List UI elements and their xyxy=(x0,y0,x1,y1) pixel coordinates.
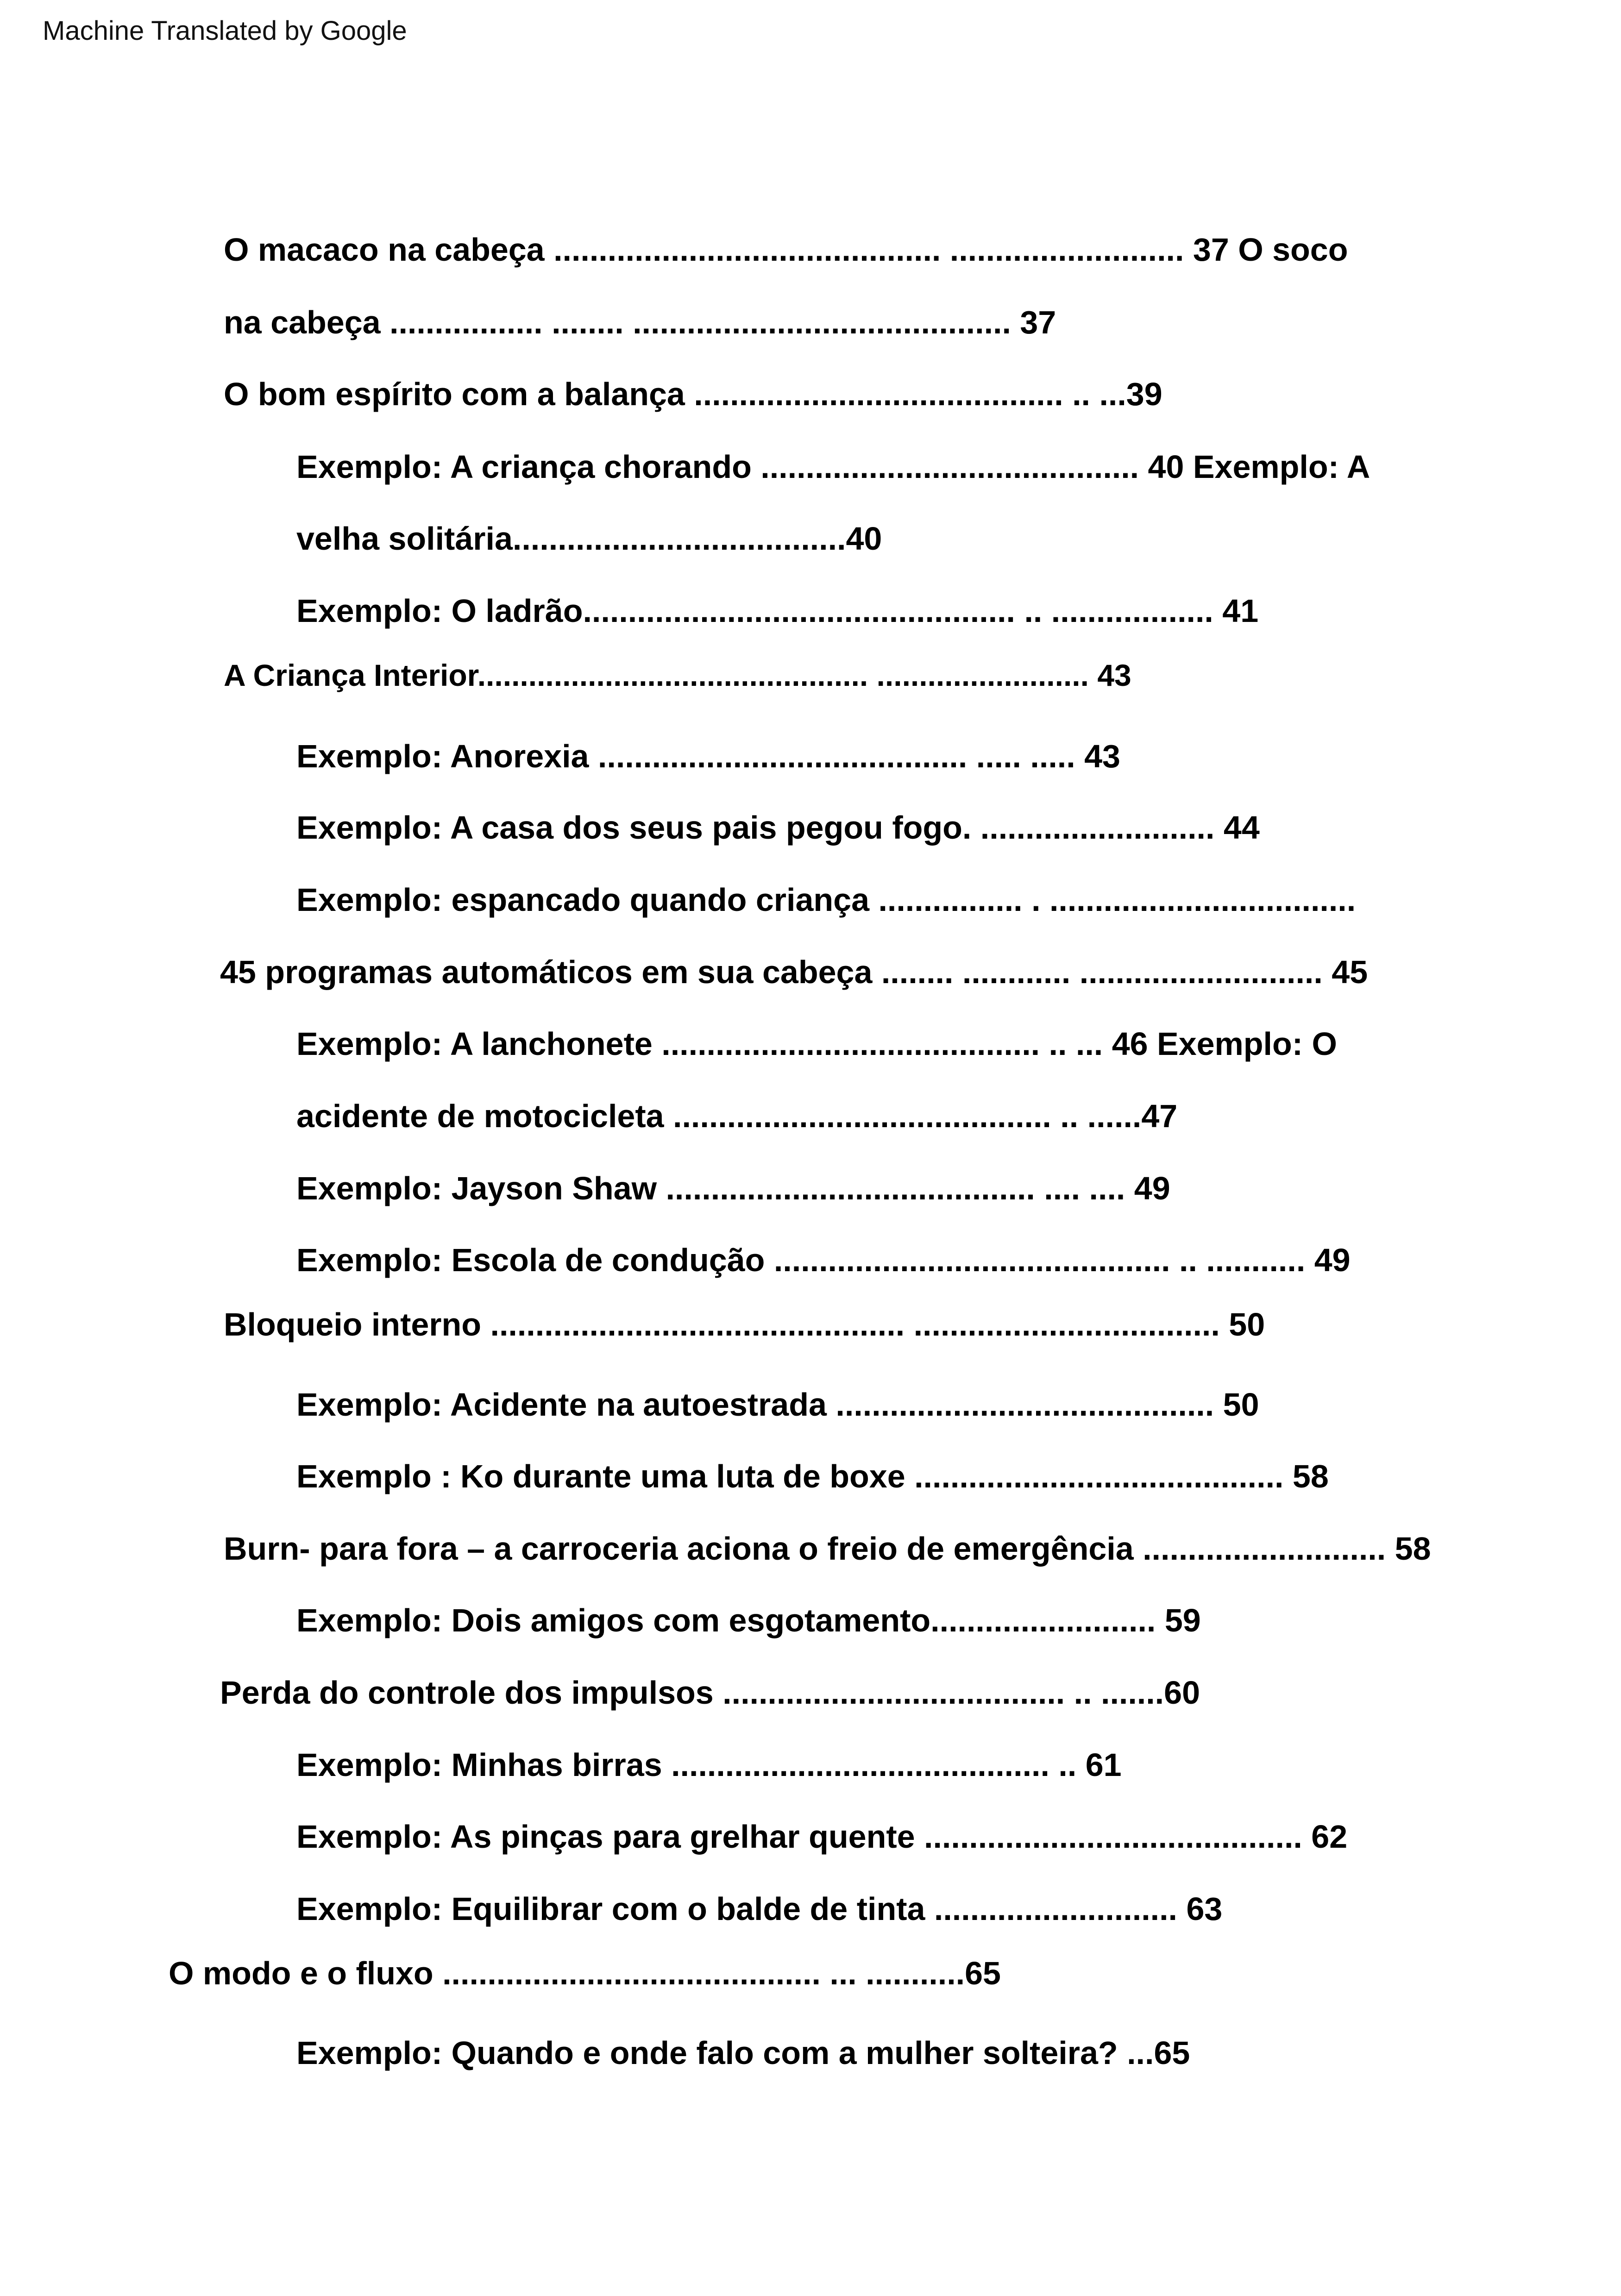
toc-entry-bloqueio-interno: Bloqueio interno .............................................. .................................. 50 xyxy=(224,1306,1265,1342)
toc-entry-autoestrada: Exemplo: Acidente na autoestrada .......................................... 50 xyxy=(296,1386,1259,1423)
toc-entry-espancado: Exemplo: espancado quando criança ................ . .................................. xyxy=(296,882,1356,918)
toc-entry-programas-automaticos: 45 programas automáticos em sua cabeça ........ ............ ........................... 45 xyxy=(220,954,1368,990)
toc-entry-lanchonete: Exemplo: A lanchonete .......................................... .. ... 46 Exemplo: O xyxy=(296,1026,1337,1062)
toc-entry-pincas-grelhar: Exemplo: As pinças para grelhar quente .......................................... 62 xyxy=(296,1819,1348,1855)
toc-entry-jayson-shaw: Exemplo: Jayson Shaw ......................................... .... .... 49 xyxy=(296,1170,1170,1206)
toc-entry-luta-boxe: Exemplo : Ko durante uma luta de boxe ......................................... 58 xyxy=(296,1458,1329,1494)
toc-entry-ladrao: Exemplo: O ladrão................................................ .. .................. 41 xyxy=(296,593,1259,629)
toc-entry-modo-fluxo: O modo e o fluxo .......................................... ... ...........65 xyxy=(169,1955,1001,1991)
toc-entry-casa-fogo: Exemplo: A casa dos seus pais pegou fogo. .......................... 44 xyxy=(296,809,1260,846)
toc-entry-burn-out: Burn- para fora – a carroceria aciona o freio de emergência ........................... 58 xyxy=(224,1531,1431,1567)
toc-entry-bom-espirito: O bom espírito com a balança ......................................... .. ...39 xyxy=(224,376,1162,412)
toc-entry-macaco: O macaco na cabeça ........................................... .......................... 37 O soco xyxy=(224,232,1348,268)
toc-entry-anorexia: Exemplo: Anorexia ......................................... ..... ..... 43 xyxy=(296,738,1120,774)
machine-translation-note: Machine Translated by Google xyxy=(43,16,407,46)
toc-entry-mulher-solteira: Exemplo: Quando e onde falo com a mulher solteira? ...65 xyxy=(296,2035,1190,2071)
toc-entry-esgotamento: Exemplo: Dois amigos com esgotamento......................... 59 xyxy=(296,1602,1201,1638)
toc-entry-balde-tinta: Exemplo: Equilibrar com o balde de tinta ........................... 63 xyxy=(296,1891,1223,1927)
toc-entry-escola-conducao: Exemplo: Escola de condução ............................................ .. ........... 49 xyxy=(296,1242,1351,1278)
toc-entry-motocicleta: acidente de motocicleta .......................................... .. ......47 xyxy=(296,1098,1178,1134)
toc-entry-crianca-interior: A Criança Interior.............................................. ......................... 43 xyxy=(224,658,1131,692)
toc-entry-perda-controle: Perda do controle dos impulsos ...................................... .. .......60 xyxy=(220,1675,1200,1711)
toc-entry-soco: na cabeça ................. ........ .......................................... 37 xyxy=(224,304,1056,340)
toc-entry-velha-solitaria: velha solitária.....................................40 xyxy=(296,521,882,557)
toc-entry-birras: Exemplo: Minhas birras .......................................... .. 61 xyxy=(296,1747,1122,1783)
toc-entry-crianca-chorando: Exemplo: A criança chorando .......................................... 40 Exemplo: A xyxy=(296,449,1370,485)
